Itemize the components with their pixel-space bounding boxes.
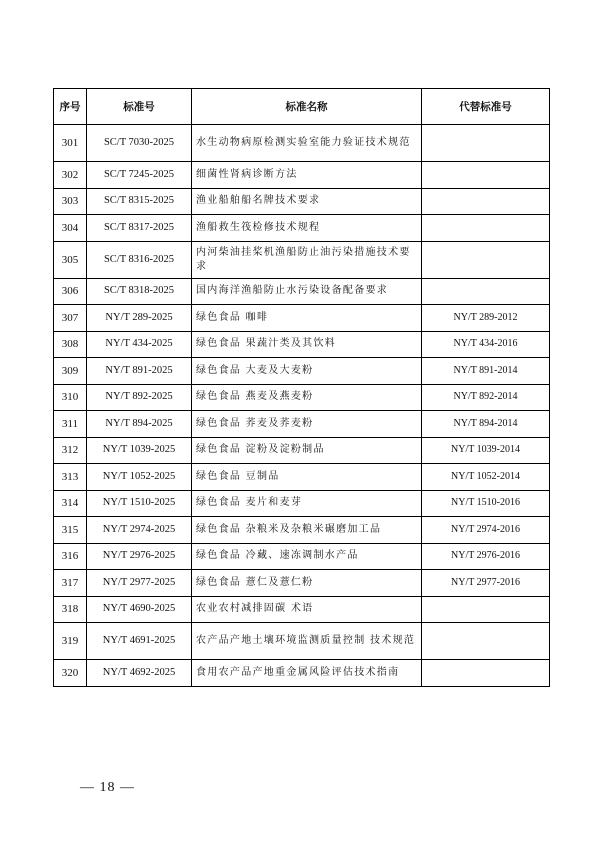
table-row	[54, 660, 550, 687]
table-row	[54, 305, 550, 332]
cell-name: 细菌性肾病诊断方法	[192, 162, 422, 189]
table-row	[54, 215, 550, 242]
table-row	[54, 162, 550, 189]
table-row	[54, 241, 550, 278]
cell-code: SC/T 8318-2025	[87, 278, 192, 305]
table-row	[54, 570, 550, 597]
cell-name: 渔业船舶船名牌技术要求	[192, 188, 422, 215]
cell-seq: 316	[54, 543, 87, 570]
cell-code: NY/T 1510-2025	[87, 490, 192, 517]
cell-seq: 307	[54, 305, 87, 332]
cell-name: 绿色食品 杂粮米及杂粮米碾磨加工品	[192, 517, 422, 544]
cell-replace	[422, 596, 550, 623]
header-name: 标准名称	[192, 89, 422, 125]
cell-replace	[422, 215, 550, 242]
table-header-row	[54, 89, 550, 125]
table-row	[54, 331, 550, 358]
cell-name: 渔船救生筏检修技术规程	[192, 215, 422, 242]
cell-code: NY/T 2974-2025	[87, 517, 192, 544]
cell-code: NY/T 2977-2025	[87, 570, 192, 597]
table-row	[54, 358, 550, 385]
cell-name: 食用农产品产地重金属风险评估技术指南	[192, 660, 422, 687]
cell-seq: 312	[54, 437, 87, 464]
cell-seq: 306	[54, 278, 87, 305]
cell-code: NY/T 4692-2025	[87, 660, 192, 687]
cell-seq: 310	[54, 384, 87, 411]
cell-seq: 318	[54, 596, 87, 623]
table-row	[54, 543, 550, 570]
cell-name: 内河柴油挂桨机渔船防止油污染措施技术要求	[192, 241, 422, 278]
cell-code: SC/T 7030-2025	[87, 125, 192, 162]
cell-replace: NY/T 1052-2014	[422, 464, 550, 491]
cell-code: NY/T 289-2025	[87, 305, 192, 332]
cell-replace	[422, 278, 550, 305]
cell-seq: 309	[54, 358, 87, 385]
cell-code: SC/T 8315-2025	[87, 188, 192, 215]
table-row	[54, 623, 550, 660]
cell-replace: NY/T 434-2016	[422, 331, 550, 358]
cell-name: 绿色食品 冷藏、速冻调制水产品	[192, 543, 422, 570]
cell-seq: 305	[54, 241, 87, 278]
cell-replace: NY/T 2977-2016	[422, 570, 550, 597]
cell-name: 绿色食品 豆制品	[192, 464, 422, 491]
cell-seq: 304	[54, 215, 87, 242]
cell-name: 绿色食品 大麦及大麦粉	[192, 358, 422, 385]
cell-code: NY/T 4690-2025	[87, 596, 192, 623]
cell-name: 绿色食品 淀粉及淀粉制品	[192, 437, 422, 464]
cell-name: 水生动物病原检测实验室能力验证技术规范	[192, 125, 422, 162]
header-seq: 序号	[54, 89, 87, 125]
cell-code: NY/T 894-2025	[87, 411, 192, 438]
cell-seq: 311	[54, 411, 87, 438]
cell-name: 农业农村减排固碳 术语	[192, 596, 422, 623]
standards-table	[53, 88, 550, 687]
table-row	[54, 384, 550, 411]
cell-code: NY/T 2976-2025	[87, 543, 192, 570]
cell-seq: 320	[54, 660, 87, 687]
table-row	[54, 464, 550, 491]
cell-replace	[422, 660, 550, 687]
cell-code: NY/T 434-2025	[87, 331, 192, 358]
cell-name: 农产品产地土壤环境监测质量控制 技术规范	[192, 623, 422, 660]
cell-seq: 313	[54, 464, 87, 491]
cell-name: 绿色食品 咖啡	[192, 305, 422, 332]
cell-code: NY/T 1052-2025	[87, 464, 192, 491]
cell-name: 国内海洋渔船防止水污染设备配备要求	[192, 278, 422, 305]
cell-replace	[422, 188, 550, 215]
cell-replace	[422, 241, 550, 278]
cell-replace: NY/T 289-2012	[422, 305, 550, 332]
cell-name: 绿色食品 荞麦及荞麦粉	[192, 411, 422, 438]
page-number: — 18 —	[80, 780, 135, 795]
cell-code: NY/T 4691-2025	[87, 623, 192, 660]
cell-name: 绿色食品 果蔬汁类及其饮料	[192, 331, 422, 358]
table-row	[54, 437, 550, 464]
cell-code: NY/T 1039-2025	[87, 437, 192, 464]
cell-replace: NY/T 891-2014	[422, 358, 550, 385]
cell-replace: NY/T 2976-2016	[422, 543, 550, 570]
cell-code: NY/T 891-2025	[87, 358, 192, 385]
cell-code: SC/T 8316-2025	[87, 241, 192, 278]
header-code: 标准号	[87, 89, 192, 125]
cell-replace: NY/T 1039-2014	[422, 437, 550, 464]
cell-name: 绿色食品 燕麦及燕麦粉	[192, 384, 422, 411]
table-row	[54, 278, 550, 305]
table-row	[54, 411, 550, 438]
cell-seq: 319	[54, 623, 87, 660]
table-row	[54, 517, 550, 544]
table-row	[54, 490, 550, 517]
cell-seq: 301	[54, 125, 87, 162]
table-row	[54, 188, 550, 215]
cell-replace: NY/T 894-2014	[422, 411, 550, 438]
cell-seq: 314	[54, 490, 87, 517]
cell-replace	[422, 125, 550, 162]
cell-seq: 302	[54, 162, 87, 189]
cell-code: NY/T 892-2025	[87, 384, 192, 411]
table-row	[54, 596, 550, 623]
cell-seq: 315	[54, 517, 87, 544]
cell-seq: 317	[54, 570, 87, 597]
cell-replace: NY/T 2974-2016	[422, 517, 550, 544]
table-row	[54, 125, 550, 162]
cell-replace	[422, 623, 550, 660]
cell-name: 绿色食品 麦片和麦芽	[192, 490, 422, 517]
cell-replace: NY/T 1510-2016	[422, 490, 550, 517]
header-replace: 代替标准号	[422, 89, 550, 125]
cell-replace	[422, 162, 550, 189]
cell-seq: 308	[54, 331, 87, 358]
cell-code: SC/T 7245-2025	[87, 162, 192, 189]
cell-seq: 303	[54, 188, 87, 215]
cell-name: 绿色食品 薏仁及薏仁粉	[192, 570, 422, 597]
cell-replace: NY/T 892-2014	[422, 384, 550, 411]
cell-code: SC/T 8317-2025	[87, 215, 192, 242]
